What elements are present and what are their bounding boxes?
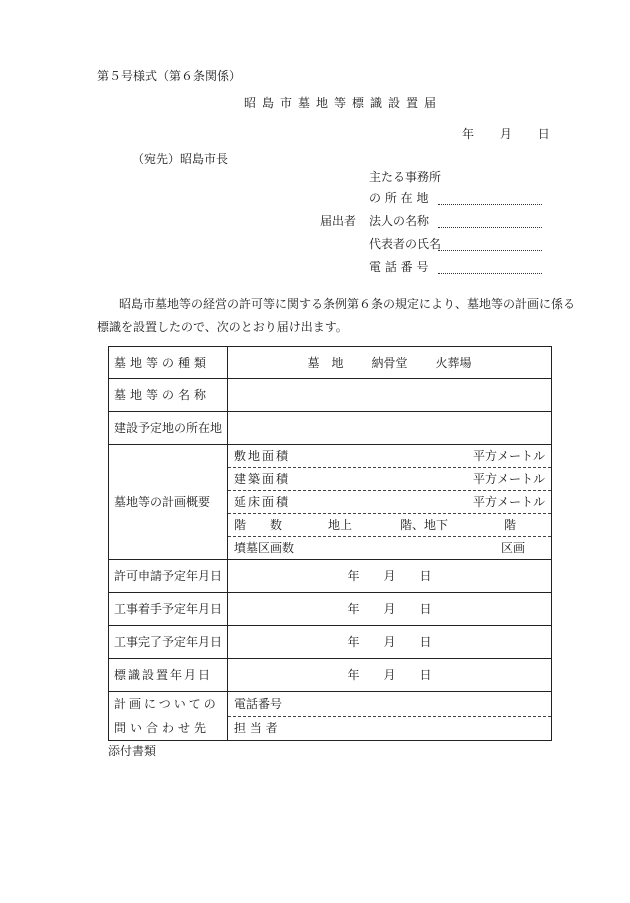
body-text-line2: 標識を設置したので、次のとおり届け出ます。 [97, 320, 348, 334]
floors-below: 階、地下 [400, 518, 449, 532]
plots-label: 墳墓区画数 [234, 541, 295, 555]
type-option-crematorium[interactable]: 火葬場 [435, 355, 472, 370]
address-field[interactable] [438, 204, 542, 205]
contact-details [228, 692, 552, 741]
floors-unit: 階 [504, 518, 517, 532]
contact-person-row[interactable] [228, 717, 551, 740]
row-location [109, 412, 552, 445]
location-field[interactable] [228, 412, 552, 445]
floors-row[interactable] [228, 514, 551, 537]
type-option-cemetery[interactable]: 墓 地 [307, 355, 344, 370]
floors-above: 地上 [328, 518, 353, 532]
contact-phone-label: 電話番号 [234, 697, 283, 711]
sign-date-year: 年 [347, 668, 360, 682]
end-date-label: 工事完了予定年月日 [109, 626, 228, 659]
row-start-date [109, 593, 552, 626]
row-name [109, 379, 552, 412]
corp-name-field[interactable] [438, 227, 542, 228]
row-sign-date [109, 659, 552, 692]
name-field[interactable] [228, 379, 552, 412]
form-number: 第５号様式（第６条関係） [97, 69, 242, 83]
site-area-unit: 平方メートル [472, 449, 545, 463]
site-area-label: 敷地面積 [234, 449, 291, 463]
end-date-month: 月 [383, 635, 396, 649]
start-date-label: 工事着手予定年月日 [109, 593, 228, 626]
corp-name-label: 法人の名称 [369, 214, 430, 228]
contact-label [109, 692, 228, 741]
row-permit-date [109, 560, 552, 593]
permit-date-field[interactable] [228, 560, 552, 593]
start-date-field[interactable] [228, 593, 552, 626]
phone-label: 電 話 番 号 [369, 260, 429, 274]
notification-table [108, 346, 552, 741]
floor-area-label: 延床面積 [234, 495, 291, 509]
site-area-row[interactable] [228, 445, 551, 468]
building-area-label: 建築面積 [234, 472, 291, 486]
contact-person-label: 担 当 者 [234, 721, 278, 735]
start-date-month: 月 [383, 602, 396, 616]
permit-date-day: 日 [419, 569, 432, 583]
location-label: 建設予定地の所在地 [109, 412, 228, 445]
date-day: 日 [537, 127, 550, 141]
permit-date-year: 年 [347, 569, 360, 583]
floor-area-row[interactable] [228, 491, 551, 514]
sign-date-month: 月 [383, 668, 396, 682]
floor-area-unit: 平方メートル [472, 495, 545, 509]
addressee: （宛先）昭島市長 [132, 152, 229, 166]
name-label: 墓地等の名称 [109, 379, 228, 412]
address-label-top: 主たる事務所 [369, 170, 442, 184]
sign-date-day: 日 [419, 668, 432, 682]
representative-label: 代表者の氏名 [369, 237, 442, 251]
plots-row[interactable] [228, 537, 551, 559]
contact-label-line2: 問い合わせ先 [114, 721, 211, 735]
row-contact [109, 692, 552, 741]
sign-date-field[interactable] [228, 659, 552, 692]
attachments-label: 添付書類 [108, 744, 157, 758]
end-date-year: 年 [347, 635, 360, 649]
building-area-row[interactable] [228, 468, 551, 491]
page-title: 昭島市墓地等標識設置届 [244, 96, 443, 110]
type-options [228, 347, 552, 379]
plan-label: 墓地等の計画概要 [109, 445, 228, 560]
representative-field[interactable] [438, 250, 542, 251]
type-option-ossuary[interactable]: 納骨堂 [371, 355, 408, 370]
applicant-role: 届出者 [320, 214, 357, 228]
date-line [462, 128, 550, 140]
row-type [109, 347, 552, 379]
start-date-day: 日 [419, 602, 432, 616]
permit-date-month: 月 [383, 569, 396, 583]
end-date-day: 日 [419, 635, 432, 649]
sign-date-label: 標識設置年月日 [109, 659, 228, 692]
date-year: 年 [462, 127, 475, 141]
body-text-line1: 昭島市墓地等の経営の許可等に関する条例第６条の規定により、墓地等の計画に係る [119, 297, 576, 311]
contact-phone-row[interactable] [228, 693, 551, 717]
row-end-date [109, 626, 552, 659]
start-date-year: 年 [347, 602, 360, 616]
date-month: 月 [499, 127, 512, 141]
plots-unit: 区画 [500, 541, 525, 555]
permit-date-label: 許可申請予定年月日 [109, 560, 228, 593]
building-area-unit: 平方メートル [472, 472, 545, 486]
type-label: 墓地等の種類 [109, 347, 228, 379]
row-plan [109, 445, 552, 560]
end-date-field[interactable] [228, 626, 552, 659]
address-label: の 所 在 地 [369, 191, 429, 205]
plan-details [228, 445, 552, 560]
contact-label-line1: 計画についての [114, 697, 219, 711]
phone-field[interactable] [438, 273, 542, 274]
floors-label: 階 数 [234, 518, 283, 532]
